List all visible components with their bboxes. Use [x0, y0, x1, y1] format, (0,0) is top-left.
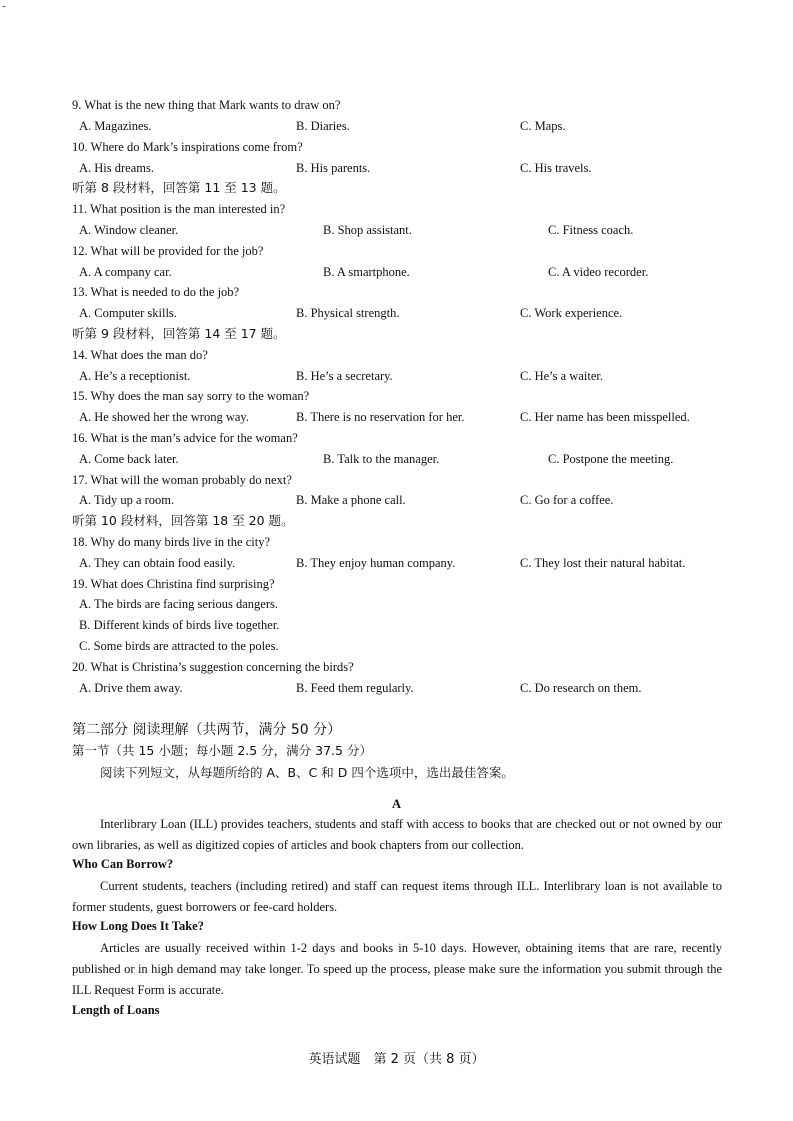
passage-intro	[72, 814, 722, 856]
heading-how-long: How Long Does It Take?	[72, 919, 204, 933]
q11-option-c: C. Fitness coach.	[548, 223, 634, 237]
question-9: 9. What is the new thing that Mark wants to draw on?	[72, 98, 341, 112]
question-15: 15. Why does the man say sorry to the woman?	[72, 389, 310, 403]
passage-p1	[72, 876, 722, 918]
passage-intro-text: Interlibrary Loan (ILL) provides teachers, students and staff with access to books that are checked out or not owned by our own libraries, as well as digitized copies of articles and book chapters from our collection.	[72, 817, 722, 852]
q19-option-b: B. Different kinds of birds live together.	[79, 618, 280, 632]
question-10: 10. Where do Mark’s inspirations come from?	[72, 140, 303, 154]
q10-option-b: B. His parents.	[296, 161, 371, 175]
question-13: 13. What is needed to do the job?	[72, 285, 240, 299]
q16-option-b: B. Talk to the manager.	[323, 452, 440, 466]
question-17: 17. What will the woman probably do next?	[72, 473, 292, 487]
passage-p1-text: Current students, teachers (including retired) and staff can request items through ILL. Interlibrary loan is not available to former students, guest borrowers or fee-card holders.	[72, 879, 722, 914]
q13-option-c: C. Work experience.	[520, 306, 623, 320]
heading-who-can-borrow: Who Can Borrow?	[72, 857, 174, 871]
q9-option-a: A. Magazines.	[79, 119, 152, 133]
q14-option-c: C. He’s a waiter.	[520, 369, 603, 383]
corner-mark: -	[2, 0, 6, 12]
question-19: 19. What does Christina find surprising?	[72, 577, 275, 591]
q14-option-b: B. He’s a secretary.	[296, 369, 393, 383]
q12-option-c: C. A video recorder.	[548, 265, 649, 279]
q13-option-a: A. Computer skills.	[79, 306, 177, 320]
question-20: 20. What is Christina’s suggestion concerning the birds?	[72, 660, 354, 674]
question-18: 18. Why do many birds live in the city?	[72, 535, 270, 549]
q17-option-a: A. Tidy up a room.	[79, 493, 175, 507]
q11-option-a: A. Window cleaner.	[79, 223, 179, 237]
passage-label: A	[391, 797, 402, 811]
q12-option-b: B. A smartphone.	[323, 265, 410, 279]
passage-p2-text: Articles are usually received within 1-2 days and books in 5-10 days. However, obtaining items that are rare, recently published or in high demand may take longer. To speed up the process, please make sure the information you submit through the ILL Request Form is accurate.	[72, 941, 722, 997]
section-9-intro: 听第 9 段材料，回答第 14 至 17 题。	[72, 326, 286, 341]
q16-option-a: A. Come back later.	[79, 452, 179, 466]
question-16: 16. What is the man’s advice for the woman?	[72, 431, 298, 445]
q12-option-a: A. A company car.	[79, 265, 172, 279]
q19-option-a: A. The birds are facing serious dangers.	[79, 597, 279, 611]
q19-option-c: C. Some birds are attracted to the poles.	[79, 639, 279, 653]
q15-option-b: B. There is no reservation for her.	[296, 410, 465, 424]
part2-section1: 第一节（共 15 小题；每小题 2.5 分，满分 37.5 分）	[72, 743, 372, 758]
q17-option-c: C. Go for a coffee.	[520, 493, 614, 507]
q10-option-a: A. His dreams.	[79, 161, 154, 175]
q10-option-c: C. His travels.	[520, 161, 592, 175]
question-14: 14. What does the man do?	[72, 348, 208, 362]
question-11: 11. What position is the man interested in?	[72, 202, 286, 216]
q20-option-c: C. Do research on them.	[520, 681, 642, 695]
heading-length-of-loans: Length of Loans	[72, 1003, 160, 1017]
passage-p2	[72, 938, 722, 1001]
q9-option-c: C. Maps.	[520, 119, 566, 133]
q18-option-a: A. They can obtain food easily.	[79, 556, 236, 570]
part2-instruction: 阅读下列短文，从每题所给的 A、B、C 和 D 四个选项中，选出最佳答案。	[100, 765, 514, 780]
q20-option-a: A. Drive them away.	[79, 681, 183, 695]
q20-option-b: B. Feed them regularly.	[296, 681, 414, 695]
q15-option-c: C. Her name has been misspelled.	[520, 410, 690, 424]
q17-option-b: B. Make a phone call.	[296, 493, 406, 507]
q14-option-a: A. He’s a receptionist.	[79, 369, 191, 383]
q13-option-b: B. Physical strength.	[296, 306, 400, 320]
section-8-intro: 听第 8 段材料，回答第 11 至 13 题。	[72, 180, 286, 195]
section-10-intro: 听第 10 段材料，回答第 18 至 20 题。	[72, 513, 294, 528]
part2-title: 第二部分 阅读理解（共两节，满分 50 分）	[72, 722, 342, 738]
q15-option-a: A. He showed her the wrong way.	[79, 410, 249, 424]
q11-option-b: B. Shop assistant.	[323, 223, 412, 237]
q18-option-c: C. They lost their natural habitat.	[520, 556, 686, 570]
q18-option-b: B. They enjoy human company.	[296, 556, 456, 570]
question-12: 12. What will be provided for the job?	[72, 244, 264, 258]
q16-option-c: C. Postpone the meeting.	[548, 452, 674, 466]
page-footer: 英语试题 第 2 页（共 8 页）	[308, 1052, 485, 1067]
q9-option-b: B. Diaries.	[296, 119, 350, 133]
